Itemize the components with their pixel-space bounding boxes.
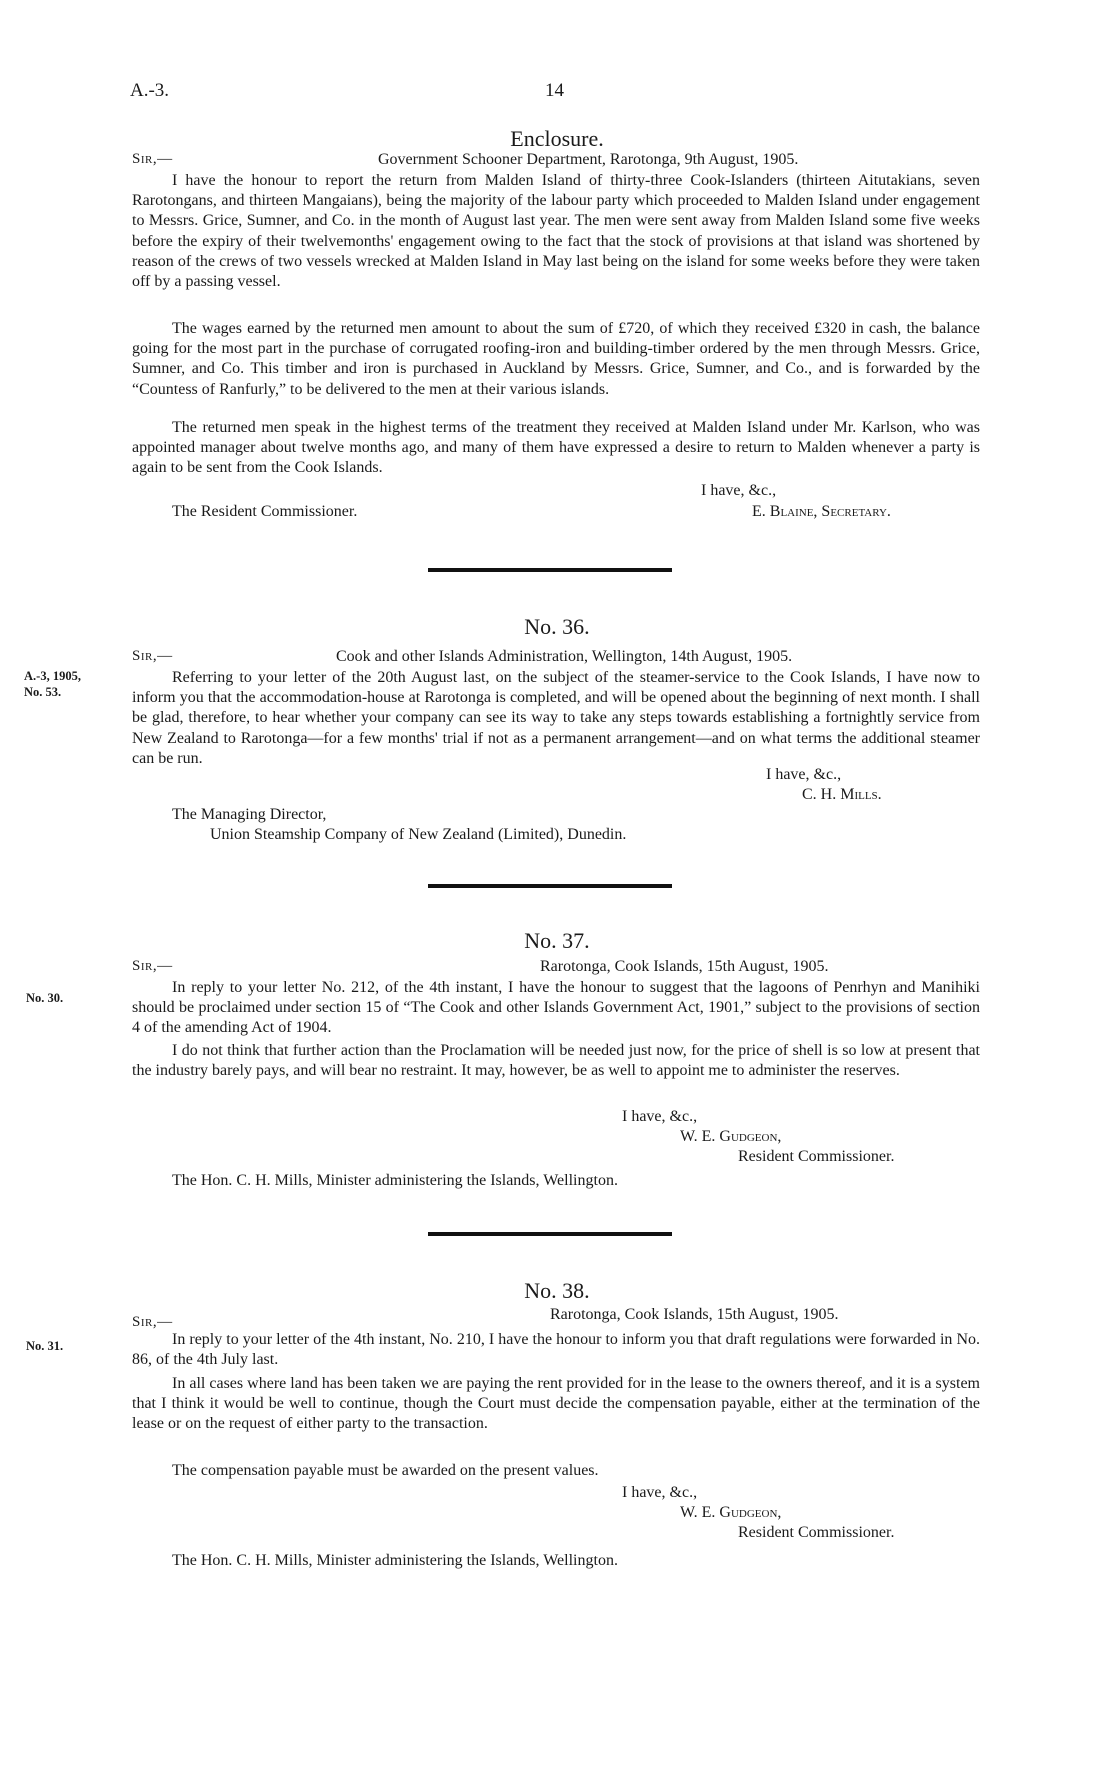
no36-margin-ref-line-2: No. 53. bbox=[24, 685, 62, 699]
no37-margin-ref: No. 30. bbox=[26, 991, 64, 1005]
enclosure-addressee: The Resident Commissioner. bbox=[172, 503, 358, 520]
no38-dateline: Rarotonga, Cook Islands, 15th August, 1905. bbox=[550, 1306, 839, 1323]
no38-signature-title: Resident Commissioner. bbox=[738, 1524, 895, 1541]
no37-closing: I have, &c., bbox=[622, 1108, 698, 1125]
no36-paragraph: Referring to your letter of the 20th August last, on the subject of the steamer-service to the Cook Islands, I have now to inform you that the accommodation-house at Rarotonga is completed, and will be opened about the beginning of next month. I shall be glad, therefore, to hear whether your company can see its way to take any steps towards establishing a fortnightly service from New Zealand to Rarotonga—for a few months' trial if not as a permanent arrangement—and on what terms the additional steamer can be run. bbox=[132, 669, 980, 767]
no38-salutation: Sir,— bbox=[132, 1314, 173, 1330]
no36-signature: C. H. Mills. bbox=[802, 786, 882, 803]
no38-closing: I have, &c., bbox=[622, 1484, 698, 1501]
no38-paragraph-2: In all cases where land has been taken we are paying the rent provided for in the lease to the owners thereof, and it is a system that I think it would be well to continue, though the Court must decide the compensation payable, either at the termination of the lease or on the request of either party to the transaction. bbox=[132, 1375, 980, 1433]
no38-addressee: The Hon. C. H. Mills, Minister administering the Islands, Wellington. bbox=[172, 1552, 618, 1569]
no38-paragraph-1: In reply to your letter of the 4th instant, No. 210, I have the honour to inform you that draft regulations were forwarded in No. 86, of the 4th July last. bbox=[132, 1331, 980, 1369]
no38-title: No. 38. bbox=[524, 1278, 590, 1303]
section-divider bbox=[428, 884, 672, 888]
no37-addressee: The Hon. C. H. Mills, Minister administering the Islands, Wellington. bbox=[172, 1172, 618, 1189]
page-number: 14 bbox=[545, 80, 564, 101]
no36-margin-ref-line-1: A.-3, 1905, bbox=[24, 669, 81, 683]
no36-margin-ref bbox=[24, 668, 81, 700]
no38-signature: W. E. Gudgeon, bbox=[680, 1504, 782, 1521]
enclosure-closing: I have, &c., bbox=[701, 482, 777, 499]
enclosure-title: Enclosure. bbox=[510, 126, 604, 151]
no36-addressee-line-1: The Managing Director, bbox=[172, 806, 327, 823]
document-reference: A.-3. bbox=[130, 80, 170, 101]
no36-addressee-line-2: Union Steamship Company of New Zealand (Limited), Dunedin. bbox=[210, 826, 627, 843]
no37-signature-title: Resident Commissioner. bbox=[738, 1148, 895, 1165]
section-divider bbox=[428, 568, 672, 572]
no37-title: No. 37. bbox=[524, 928, 590, 953]
enclosure-signature: E. Blaine, Secretary. bbox=[752, 503, 891, 520]
no38-paragraph-3: The compensation payable must be awarded on the present values. bbox=[172, 1462, 599, 1479]
enclosure-dateline: Government Schooner Department, Rarotonga, 9th August, 1905. bbox=[378, 151, 799, 168]
enclosure-paragraph-3: The returned men speak in the highest terms of the treatment they received at Malden Island under Mr. Karlson, who was appointed manager about twelve months ago, and many of them have expressed a desire to return to Malden whenever a party is again to be sent from the Cook Islands. bbox=[132, 419, 980, 477]
no36-salutation: Sir,— bbox=[132, 648, 173, 664]
enclosure-paragraph-2: The wages earned by the returned men amount to about the sum of £720, of which they received £320 in cash, the balance going for the most part in the purchase of corrugated roofing-iron and building-timber ordered by the men through Messrs. Grice, Sumner, and Co. This timber and iron is purchased in Auckland by Messrs. Grice, Sumner, and Co., and is forwarded by the “Countess of Ranfurly,” to be delivered to the men at their various islands. bbox=[132, 320, 980, 398]
no36-dateline: Cook and other Islands Administration, Wellington, 14th August, 1905. bbox=[336, 648, 793, 665]
no37-paragraph-1: In reply to your letter No. 212, of the 4th instant, I have the honour to suggest that the lagoons of Penrhyn and Manihiki should be proclaimed under section 15 of “The Cook and other Islands Government Act, 1901,” subject to the provisions of section 4 of the amending Act of 1904. bbox=[132, 979, 980, 1037]
section-divider bbox=[428, 1232, 672, 1236]
enclosure-salutation: Sir,— bbox=[132, 151, 173, 167]
no36-closing: I have, &c., bbox=[766, 766, 842, 783]
no37-salutation: Sir,— bbox=[132, 958, 173, 974]
no38-margin-ref: No. 31. bbox=[26, 1339, 64, 1353]
no36-title: No. 36. bbox=[524, 614, 590, 639]
no37-signature: W. E. Gudgeon, bbox=[680, 1128, 782, 1145]
no37-dateline: Rarotonga, Cook Islands, 15th August, 1905. bbox=[540, 958, 829, 975]
enclosure-paragraph-1: I have the honour to report the return from Malden Island of thirty-three Cook-Islanders (thirteen Aitutakians, seven Rarotongans, and thirteen Mangaians), being the majority of the labour party which proceeded to Malden Island under engagement to Messrs. Grice, Sumner, and Co. in the month of August last year. The men were sent away from Malden Island some five weeks before the expiry of their twelvemonths' engagement owing to the fact that the stock of provisions at that island was shortened by reason of the crews of two vessels wrecked at Malden Island in May last being on the island for some weeks before they were taken off by a passing vessel. bbox=[132, 172, 980, 291]
no37-paragraph-2: I do not think that further action than the Proclamation will be needed just now, for the price of shell is so low at present that the industry barely pays, and will bear no restraint. It may, however, be as well to appoint me to administer the reserves. bbox=[132, 1042, 980, 1080]
